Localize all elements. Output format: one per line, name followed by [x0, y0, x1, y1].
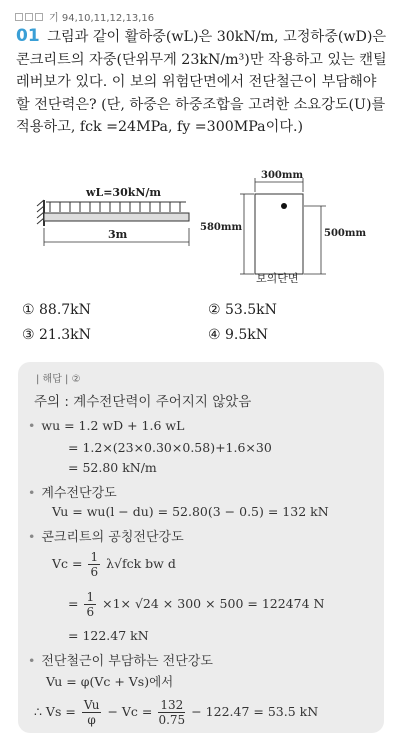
beam-figure — [36, 164, 366, 284]
fixed-support — [37, 200, 44, 226]
section-height-label: 580mm — [200, 222, 243, 233]
heading-factored-shear: • 계수전단강도 — [28, 485, 117, 501]
choice-2[interactable]: ② 53.5kN — [208, 302, 277, 318]
step-factored-load-2: = 1.2×(23×0.30×0.58)+1.6×30 — [68, 440, 272, 455]
solution-header: | 해답 | ② — [36, 374, 81, 385]
step-concrete-shear: Vc = $\frac{1}{6}$ λ√fck bw d — [52, 550, 176, 579]
heading-stirrup-shear: • 전단철근이 부담하는 전단강도 — [28, 653, 213, 669]
section-outline — [255, 194, 303, 274]
rebar-dot — [281, 203, 287, 209]
step-final-answer: ∴ Vs = $\frac{Vu}{\varphi}$ − Vc = $\frac{132}{0.75}$ − 122.47 = 53.5 kN — [34, 698, 319, 727]
step-concrete-shear-3: = 122.47 kN — [68, 628, 149, 643]
load-label: wL=30kN/m — [86, 186, 162, 199]
question — [16, 25, 394, 139]
distributed-load — [46, 202, 186, 212]
step-concrete-shear-2: = $\frac{1}{6}$ ×1× √24 × 300 × 500 = 122474 N — [68, 590, 325, 619]
choice-4[interactable]: ④ 9.5kN — [208, 327, 268, 343]
question-tag-text: 기 94,10,11,12,13,16 — [49, 13, 155, 24]
step-stirrup-shear: Vu = φ(Vc + Vs)에서 — [46, 674, 174, 689]
section-depth-label: 500mm — [324, 228, 366, 239]
heading-concrete-shear: • 콘크리트의 공칭전단강도 — [28, 529, 184, 545]
step-factored-load-3: = 52.80 kN/m — [68, 460, 157, 475]
solution-note: 주의 : 계수전단력이 주어지지 않았음 — [34, 394, 252, 410]
question-number: 01 — [16, 26, 40, 46]
step-factored-load: • wu = 1.2 wD + 1.6 wL — [28, 418, 185, 433]
section-width-label: 300mm — [261, 170, 304, 181]
section-caption: 보의단면 — [256, 272, 299, 284]
choice-3[interactable]: ③ 21.3kN — [22, 327, 91, 343]
solution-box — [18, 362, 384, 733]
span-label: 3m — [108, 228, 128, 241]
step-factored-shear: Vu = wu(l − du) = 52.80(3 − 0.5) = 132 kN — [52, 504, 329, 519]
question-text: 그림과 같이 활하중(wL)은 30kN/m, 고정하중(wD)은 콘크리트의 자중(단위무게 23kN/m³)만 작용하고 있는 캔틸레버보가 있다. 이 보의 위험단면에서 전단철근이 부담해야 할 전단력은? (단, 하중은 하중조합을 고려한 소요강도(U)를 적용하고, fck =24MPa, fy =300MPa이다.) — [16, 29, 387, 135]
beam — [44, 213, 189, 221]
question-tag — [15, 9, 154, 24]
choice-1[interactable]: ① 88.7kN — [22, 302, 91, 318]
